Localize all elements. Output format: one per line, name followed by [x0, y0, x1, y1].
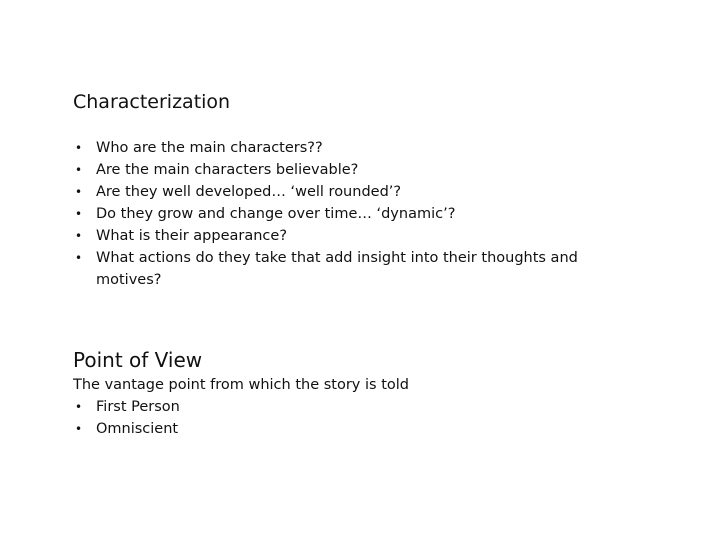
characterization-heading: Characterization	[73, 91, 231, 113]
bullet-icon: •	[75, 251, 83, 265]
list-item	[73, 225, 613, 247]
bullet-icon: •	[75, 141, 83, 155]
list-item-text: What is their appearance?	[96, 228, 288, 244]
list-item	[73, 418, 373, 440]
list-item	[73, 396, 373, 418]
list-item-text: What actions do they take that add insight into their thoughts and motives?	[96, 250, 578, 288]
list-item	[73, 203, 613, 225]
list-item-text: First Person	[96, 399, 180, 415]
list-item	[73, 137, 613, 159]
list-item-text: Omniscient	[96, 421, 179, 437]
bullet-icon: •	[75, 400, 83, 414]
list-item-text: Are the main characters believable?	[96, 162, 359, 178]
bullet-icon: •	[75, 229, 83, 243]
list-item	[73, 247, 613, 291]
bullet-icon: •	[75, 422, 83, 436]
point-of-view-intro: The vantage point from which the story is told	[73, 377, 409, 393]
list-item	[73, 181, 613, 203]
point-of-view-list	[73, 396, 373, 440]
list-item-text: Are they well developed… ‘well rounded’?	[96, 184, 402, 200]
list-item-text: Who are the main characters??	[96, 140, 323, 156]
characterization-list	[73, 137, 613, 291]
list-item	[73, 159, 613, 181]
point-of-view-heading: Point of View	[73, 348, 203, 372]
bullet-icon: •	[75, 163, 83, 177]
list-item-text: Do they grow and change over time… ‘dynamic’?	[96, 206, 456, 222]
bullet-icon: •	[75, 207, 83, 221]
bullet-icon: •	[75, 185, 83, 199]
